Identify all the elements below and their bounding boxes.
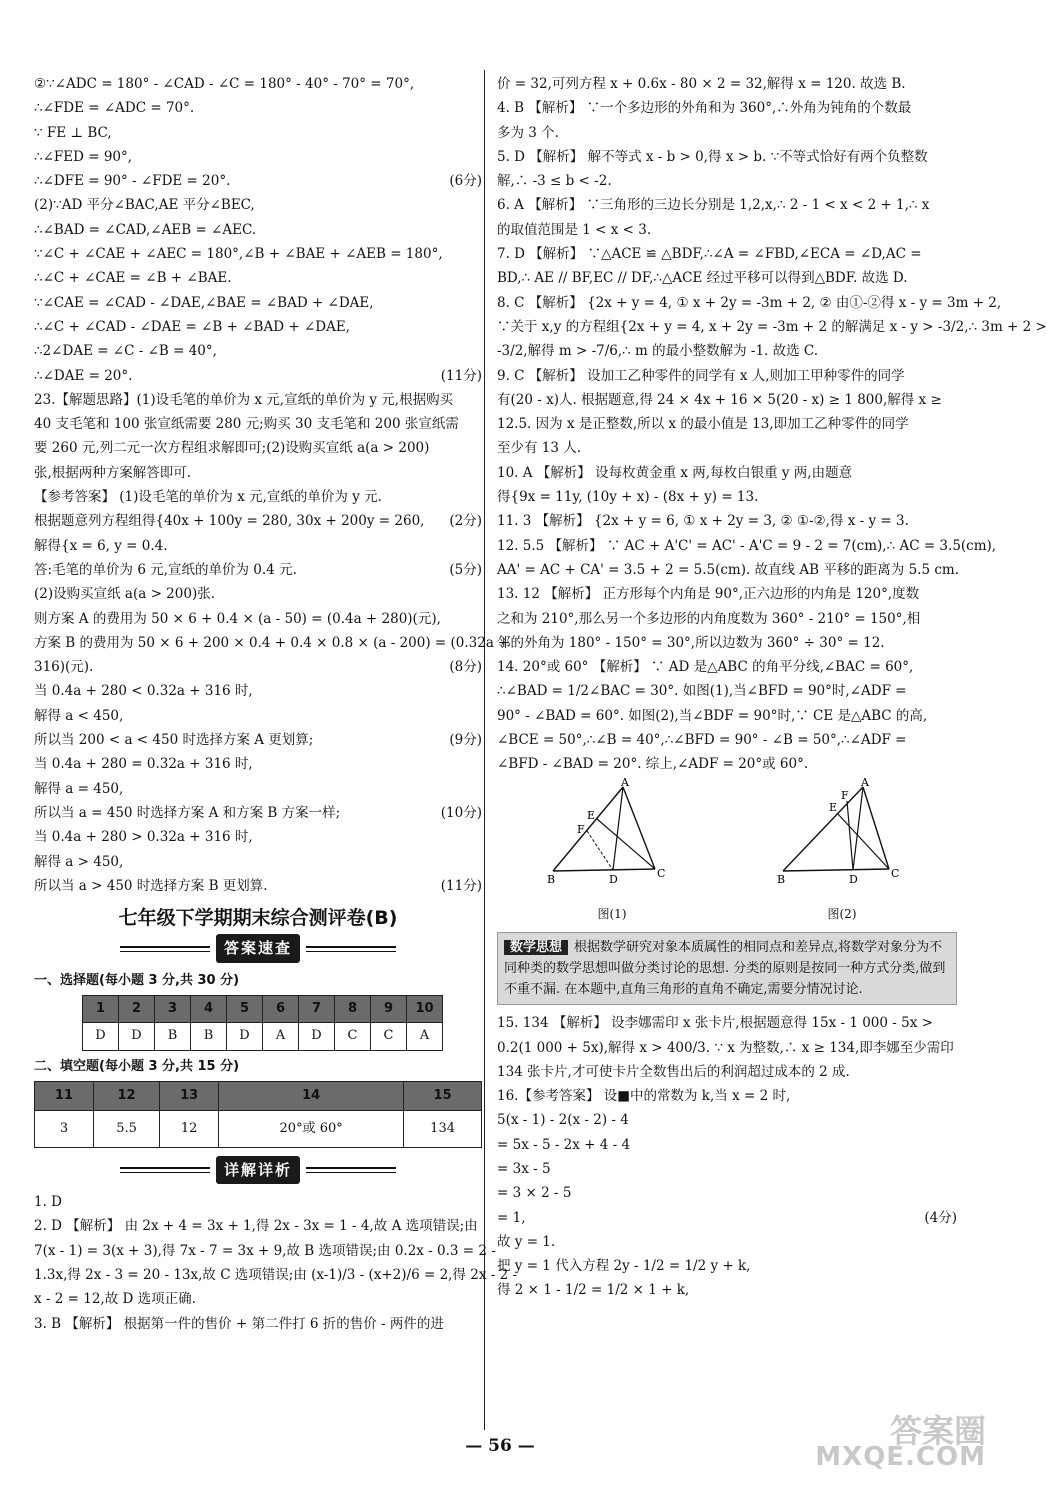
line-text: 13. 12 【解析】 正方形每个内角是 90°,正六边形的内角是 120°,度数 — [497, 586, 920, 603]
mc-number-cell: 6 — [263, 995, 299, 1022]
math-thought-label: 数学思想 — [504, 940, 568, 955]
line-text: 根据题意列方程组得{40x + 100y = 280, 30x + 200y = 260, — [34, 513, 425, 530]
line-text: 12.5. 因为 x 是正整数,所以 x 的最小值是 13,即加工乙种零件的同学 — [497, 416, 909, 433]
mc-answer-cell: D — [119, 1023, 155, 1050]
text-line — [34, 655, 482, 679]
text-line — [34, 121, 482, 145]
text-line — [497, 1206, 957, 1230]
text-line — [34, 218, 482, 242]
line-text: 的取值范围是 1 < x < 3. — [497, 221, 652, 238]
mc-answer-cell: A — [263, 1023, 299, 1050]
line-text: ∴∠C + ∠CAD - ∠DAE = ∠B + ∠BAD + ∠DAE, — [34, 318, 350, 335]
text-line — [34, 777, 482, 801]
line-text: 答:毛笔的单价为 6 元,宣纸的单价为 0.4 元. — [34, 561, 297, 578]
line-text: 316)(元). — [34, 659, 94, 676]
line-text: ∠BCE = 50°,∴∠B = 40°,∴∠BFD = 90° - ∠B = 50°,∴∠ADF = — [497, 732, 907, 749]
line-text: 11. 3 【解析】 {2x + y = 6, ① x + 2y = 3, ② ①-②,得 x - y = 3. — [497, 513, 909, 530]
mc-number-cell: 8 — [335, 995, 371, 1022]
fb-answer-cell: 3 — [35, 1110, 94, 1147]
figures — [497, 775, 957, 927]
text-line — [34, 728, 482, 752]
line-text: ∴∠FDE = ∠ADC = 70°. — [34, 100, 195, 117]
text-line — [497, 607, 957, 631]
text-line — [497, 728, 957, 752]
line-text: 3. B 【解析】 根据第一件的售价 + 第二件打 6 折的售价 - 两件的进 — [34, 1315, 444, 1332]
line-text: 14. 20°或 60° 【解析】 ∵ AD 是△ABC 的角平分线,∠BAC = 60°, — [497, 659, 914, 676]
line-text: 当 0.4a + 280 > 0.32a + 316 时, — [34, 829, 253, 846]
label-e: E — [829, 800, 838, 814]
line-text: BD,∴ AE // BF,EC // DF,∴△ACE 经过平移可以得到△BDF. 故选 D. — [497, 270, 908, 287]
text-line — [497, 582, 957, 606]
text-line — [34, 461, 482, 485]
text-line — [497, 1084, 957, 1108]
text-line — [34, 801, 482, 825]
mc-number-cell: 5 — [227, 995, 263, 1022]
text-line — [34, 631, 510, 655]
line-text: ∴∠FED = 90°, — [34, 148, 133, 165]
line-text: 之和为 210°,那么另一个多边形的内角度数为 360° - 210° = 150°,相 — [497, 610, 921, 627]
line-text: 9. C 【解析】 设加工乙种零件的同学有 x 人,则加工甲种零件的同学 — [497, 367, 905, 384]
text-line — [34, 96, 482, 120]
text-line — [497, 1108, 957, 1132]
mc-answer-cell: B — [155, 1023, 191, 1050]
line-text: 7(x - 1) = 3(x + 3),得 7x - 7 = 3x + 9,故 B 选项错误;由 0.2x - 0.3 = 2 - — [34, 1242, 496, 1259]
text-line — [34, 485, 482, 509]
text-line — [497, 1181, 957, 1205]
text-line — [34, 388, 482, 412]
line-text: 6. A 【解析】 ∵三角形的三边长分别是 1,2,x,∴ 2 - 1 < x < 2 + 1,∴ x — [497, 197, 930, 214]
mc-heading: 一、选择题(每小题 3 分,共 30 分) — [34, 972, 240, 988]
page-number: — 56 — — [465, 1436, 535, 1456]
triangle-figure-1 — [547, 775, 677, 894]
score-mark: (11分) — [440, 367, 482, 384]
text-line — [34, 364, 482, 388]
score-mark: (8分) — [449, 659, 482, 676]
mc-number-cell: 3 — [155, 995, 191, 1022]
text-line — [497, 218, 957, 242]
math-thought-box — [497, 932, 957, 1005]
line-text: 有(20 - x)人. 根据题意,得 24 × 4x + 16 × 5(20 - x) ≥ 1 800,解得 x ≥ — [497, 391, 942, 408]
text-line — [34, 1239, 496, 1263]
text-line — [34, 825, 482, 849]
mc-number-cell: 9 — [371, 995, 407, 1022]
text-line — [34, 315, 482, 339]
line-text: 134 张卡片,才可使卡片全数售出后的利润超过成本的 2 成. — [497, 1063, 850, 1080]
text-line — [497, 436, 957, 460]
line-text: 解得 a < 450, — [34, 707, 124, 724]
line-text: 得{9x = 11y, (10y + x) - (8x + y) = 13. — [497, 489, 759, 506]
mc-answer-cell: A — [407, 1023, 443, 1050]
text-line — [497, 509, 957, 533]
mc-number-row — [83, 995, 443, 1022]
line-text: ∴2∠DAE = ∠C - ∠B = 40°, — [34, 343, 217, 360]
fb-number-row — [35, 1081, 482, 1110]
text-line — [497, 412, 957, 436]
line-text: 所以当 a > 450 时选择方案 B 更划算. — [34, 877, 268, 894]
line-text: ∴∠BAD = 1/2∠BAC = 30°. 如图(1),当∠BFD = 90°时,∠ADF = — [497, 683, 907, 700]
text-line — [497, 339, 957, 363]
text-line — [34, 1263, 518, 1287]
fb-number-cell: 12 — [93, 1081, 159, 1110]
watermark-url: MXQE.COM — [815, 1442, 986, 1472]
score-mark: (2分) — [449, 513, 482, 530]
line-text: 0.2(1 000 + 5x),解得 x > 400/3. ∵ x 为整数,∴ x ≥ 134,即李娜至少需印 — [497, 1039, 954, 1056]
text-line — [34, 72, 482, 96]
line-text: 1. D — [34, 1194, 62, 1211]
score-mark: (5分) — [449, 561, 482, 578]
fb-answer-table — [34, 1081, 482, 1148]
text-line — [497, 752, 957, 776]
line-text: 解得 a > 450, — [34, 853, 124, 870]
line-text: = 3 × 2 - 5 — [497, 1185, 572, 1202]
text-line — [497, 266, 957, 290]
score-mark: (6分) — [449, 173, 482, 190]
text-line — [34, 412, 482, 436]
fb-answer-row — [35, 1110, 482, 1147]
mc-answer-cell: B — [191, 1023, 227, 1050]
line-text: 所以当 200 < a < 450 时选择方案 A 更划算; — [34, 732, 314, 749]
text-line — [34, 145, 482, 169]
text-line — [497, 364, 957, 388]
text-line — [497, 679, 957, 703]
left-detail-lines — [34, 1190, 518, 1336]
line-text: 价 = 32,可列方程 x + 0.6x - 80 × 2 = 32,解得 x = 120. 故选 B. — [497, 76, 906, 92]
banner-rule-left — [120, 1167, 210, 1173]
fb-answer-cell: 20°或 60° — [219, 1110, 404, 1147]
text-line — [497, 72, 957, 96]
text-line — [497, 534, 997, 558]
line-text: 90° - ∠BAD = 60°. 如图(2),当∠BDF = 90°时,∵ CE 是△ABC 的高, — [497, 707, 928, 724]
text-line — [34, 193, 482, 217]
line-text: = 1, — [497, 1209, 526, 1226]
text-line — [497, 655, 957, 679]
banner-label: 详解详析 — [216, 1156, 300, 1184]
banner-label: 答案速查 — [216, 934, 300, 962]
line-text: 得 2 × 1 - 1/2 = 1/2 × 1 + k, — [497, 1282, 690, 1299]
mc-answer-cell: D — [299, 1023, 335, 1050]
line-text: = 3x - 5 — [497, 1160, 551, 1177]
quick-answer-banner — [34, 934, 482, 962]
label-c: C — [657, 866, 666, 880]
line-text: 所以当 a = 450 时选择方案 A 和方案 B 方案一样; — [34, 804, 341, 821]
line-text: 5. D 【解析】 解不等式 x - b > 0,得 x > b. ∵不等式恰好有两个负整数 — [497, 148, 928, 165]
line-text: ∴∠DFE = 90° - ∠FDE = 20°. — [34, 173, 231, 190]
left-solution-lines — [34, 72, 510, 898]
text-line — [497, 1011, 957, 1035]
line-text: ∠BFD - ∠BAD = 20°. 综上,∠ADF = 20°或 60°. — [497, 756, 809, 773]
line-text: 15. 134 【解析】 设李娜需印 x 张卡片,根据题意得 15x - 1 000 - 5x > — [497, 1015, 933, 1032]
line-text: ∵∠C + ∠CAE + ∠AEC = 180°,∠B + ∠BAE + ∠AEB = 180°, — [34, 246, 443, 263]
line-text: 12. 5.5 【解析】 ∵ AC + A'C' = AC' - A'C = 9 - 2 = 7(cm),∴ AC = 3.5(cm), — [497, 537, 997, 554]
triangle-figure-2 — [777, 775, 907, 894]
figure-2 — [777, 775, 907, 927]
text-line — [497, 242, 957, 266]
label-c: C — [891, 866, 900, 880]
line-text: 解,∴ -3 ≤ b < -2. — [497, 173, 612, 190]
label-b: B — [547, 872, 556, 886]
line-text: 邻的外角为 180° - 150° = 30°,所以边数为 360° ÷ 30° = 12. — [497, 634, 885, 651]
text-line — [34, 582, 482, 606]
text-line — [497, 1133, 957, 1157]
line-text: ②∵∠ADC = 180° - ∠CAD - ∠C = 180° - 40° - 70° = 70°, — [34, 76, 415, 92]
mc-answer-row — [83, 1023, 443, 1050]
text-line — [34, 607, 482, 631]
mc-number-cell: 10 — [407, 995, 443, 1022]
line-text: ∴∠C + ∠CAE = ∠B + ∠BAE. — [34, 270, 232, 287]
mc-number-cell: 4 — [191, 995, 227, 1022]
mc-answer-cell: D — [83, 1023, 119, 1050]
line-text: 解得 a = 450, — [34, 780, 124, 797]
fb-number-cell: 14 — [219, 1081, 404, 1110]
line-text: 当 0.4a + 280 = 0.32a + 316 时, — [34, 756, 253, 773]
text-line — [34, 850, 482, 874]
line-text: 23.【解题思路】(1)设毛笔的单价为 x 元,宣纸的单价为 y 元,根据购买 — [34, 391, 454, 408]
line-text: = 5x - 5 - 2x + 4 - 4 — [497, 1136, 631, 1153]
banner-rule-right — [306, 1167, 396, 1173]
line-text: ∵关于 x,y 的方程组{2x + y = 4, x + 2y = -3m + 2 的解满足 x - y > -3/2,∴ 3m + 2 > — [497, 318, 1047, 335]
fb-number-cell: 15 — [404, 1081, 482, 1110]
text-line — [34, 1287, 482, 1311]
label-d: D — [609, 872, 618, 886]
mc-answer-cell: D — [227, 1023, 263, 1050]
right-column — [497, 72, 1047, 1303]
text-line — [497, 96, 957, 120]
text-line — [497, 1036, 957, 1060]
banner-rule-right — [306, 946, 396, 952]
text-line — [34, 679, 482, 703]
line-text: 方案 B 的费用为 50 × 6 + 200 × 0.4 + 0.4 × 0.8 × (a - 200) = (0.32a + — [34, 634, 510, 651]
text-line — [497, 704, 957, 728]
text-line — [497, 1230, 957, 1254]
text-line — [497, 315, 1047, 339]
line-text: 把 y = 1 代入方程 2y - 1/2 = 1/2 y + k, — [497, 1258, 751, 1275]
line-text: 【参考答案】 (1)设毛笔的单价为 x 元,宣纸的单价为 y 元. — [34, 489, 382, 506]
line-text: 1.3x,得 2x - 3 = 20 - 13x,故 C 选项错误;由 (x-1)/3 - (x+2)/6 = 2,得 2x - 2 - — [34, 1267, 518, 1284]
line-text: 5(x - 1) - 2(x - 2) - 4 — [497, 1112, 629, 1129]
line-text: 10. A 【解析】 设每枚黄金重 x 两,每枚白银重 y 两,由题意 — [497, 464, 853, 481]
line-text: 4. B 【解析】 ∵一个多边形的外角和为 360°,∴外角为钝角的个数最 — [497, 100, 912, 117]
label-a: A — [621, 775, 629, 789]
label-a: A — [861, 775, 869, 789]
section-title: 七年级下学期期末综合测评卷(B) — [118, 907, 398, 930]
line-text: 则方案 A 的费用为 50 × 6 + 0.4 × (a - 50) = (0.4a + 280)(元), — [34, 610, 441, 627]
text-line — [497, 291, 1002, 315]
fb-answer-cell: 12 — [160, 1110, 219, 1147]
line-text: 多为 3 个. — [497, 124, 559, 141]
text-line — [34, 242, 482, 266]
line-text: 40 支毛笔和 100 张宣纸需要 280 元;购买 30 支毛笔和 200 张宣纸需 — [34, 416, 459, 433]
text-line — [497, 461, 957, 485]
mc-answer-cell: C — [335, 1023, 371, 1050]
watermark-logo: 答案圈 — [889, 1412, 986, 1450]
line-text: ∴∠DAE = 20°. — [34, 367, 133, 384]
line-text: (2)∵AD 平分∠BAC,AE 平分∠BEC, — [34, 197, 255, 214]
figure-1-caption: 图(1) — [597, 906, 627, 921]
text-line — [34, 534, 482, 558]
line-text: 7. D 【解析】 ∵△ACE ≌ △BDF,∴∠A = ∠FBD,∠ECA = ∠D,AC = — [497, 246, 922, 263]
text-line — [497, 169, 957, 193]
text-line — [34, 509, 482, 533]
label-f: F — [841, 788, 849, 802]
mc-number-cell: 2 — [119, 995, 155, 1022]
score-mark: (4分) — [924, 1209, 957, 1226]
label-f: F — [577, 822, 585, 836]
mc-number-cell: 7 — [299, 995, 335, 1022]
text-line — [34, 1312, 482, 1336]
line-text: 要 260 元,列二元一次方程组求解即可;(2)设购买宣纸 a(a > 200) — [34, 440, 430, 457]
mc-answer-cell: C — [371, 1023, 407, 1050]
score-mark: (10分) — [440, 804, 482, 821]
text-line — [497, 558, 960, 582]
right-solution-lines — [497, 72, 1047, 777]
line-text: 当 0.4a + 280 < 0.32a + 316 时, — [34, 683, 253, 700]
watermark — [815, 1412, 986, 1472]
left-column — [34, 72, 518, 1336]
line-text: 8. C 【解析】 {2x + y = 4, ① x + 2y = -3m + 2, ② 由①-②得 x - y = 3m + 2, — [497, 294, 1002, 311]
text-line — [497, 485, 957, 509]
line-text: 至少有 13 人. — [497, 440, 582, 457]
fb-heading: 二、填空题(每小题 3 分,共 15 分) — [34, 1058, 240, 1074]
text-line — [34, 339, 482, 363]
line-text: (2)设购买宣纸 a(a > 200)张. — [34, 586, 215, 603]
score-mark: (9分) — [449, 732, 482, 749]
figure-2-caption: 图(2) — [827, 906, 857, 921]
text-line — [497, 631, 957, 655]
text-line — [497, 145, 957, 169]
text-line — [34, 704, 482, 728]
math-thought-text: 根据数学研究对象本质属性的相同点和差异点,将数学对象分为不同种类的数学思想叫做分类讨论的思想. 分类的原则是按同一种方式分类,做到不重不漏. 在本题中,直角三角形的直角不确定,需要分情况讨论. — [504, 940, 946, 998]
line-text: 2. D 【解析】 由 2x + 4 = 3x + 1,得 2x - 3x = 1 - 4,故 A 选项错误;由 — [34, 1218, 478, 1235]
text-line — [497, 388, 957, 412]
line-text: x - 2 = 12,故 D 选项正确. — [34, 1291, 196, 1308]
text-line — [34, 752, 482, 776]
fb-number-cell: 11 — [35, 1081, 94, 1110]
line-text: ∵∠CAE = ∠CAD - ∠DAE,∠BAE = ∠BAD + ∠DAE, — [34, 294, 374, 311]
label-e: E — [587, 808, 596, 822]
line-text: ∵ FE ⊥ BC, — [34, 124, 112, 141]
text-line — [497, 121, 957, 145]
fb-answer-cell: 134 — [404, 1110, 482, 1147]
fb-number-cell: 13 — [160, 1081, 219, 1110]
text-line — [497, 1254, 957, 1278]
label-b: B — [777, 872, 786, 886]
text-line — [34, 874, 482, 898]
line-text: 张,根据两种方案解答即可. — [34, 464, 192, 481]
line-text: AA' = AC + CA' = 3.5 + 2 = 5.5(cm). 故直线 AB 平移的距离为 5.5 cm. — [497, 561, 960, 578]
text-line — [34, 1190, 482, 1214]
line-text: ∴∠BAD = ∠CAD,∠AEB = ∠AEC. — [34, 221, 257, 238]
detail-banner — [34, 1156, 482, 1184]
label-d: D — [849, 872, 858, 886]
line-text: -3/2,解得 m > -7/6,∴ m 的最小整数解为 -1. 故选 C. — [497, 343, 819, 360]
text-line — [34, 266, 482, 290]
column-divider — [484, 70, 485, 1430]
right-solution-lines-2 — [497, 1011, 957, 1303]
score-mark: (11分) — [440, 877, 482, 894]
text-line — [34, 1214, 482, 1238]
text-line — [34, 436, 482, 460]
text-line — [497, 1278, 957, 1302]
mc-answer-table — [82, 995, 443, 1051]
text-line — [497, 1157, 957, 1181]
line-text: 解得{x = 6, y = 0.4. — [34, 537, 168, 554]
fb-answer-cell: 5.5 — [93, 1110, 159, 1147]
text-line — [497, 1060, 957, 1084]
text-line — [34, 291, 482, 315]
line-text: 16.【参考答案】 设■中的常数为 k,当 x = 2 时, — [497, 1088, 791, 1105]
text-line — [34, 169, 482, 193]
figure-1 — [547, 775, 677, 927]
text-line — [34, 558, 482, 582]
mc-number-cell: 1 — [83, 995, 119, 1022]
line-text: 故 y = 1. — [497, 1233, 556, 1250]
text-line — [497, 193, 957, 217]
banner-rule-left — [120, 946, 210, 952]
